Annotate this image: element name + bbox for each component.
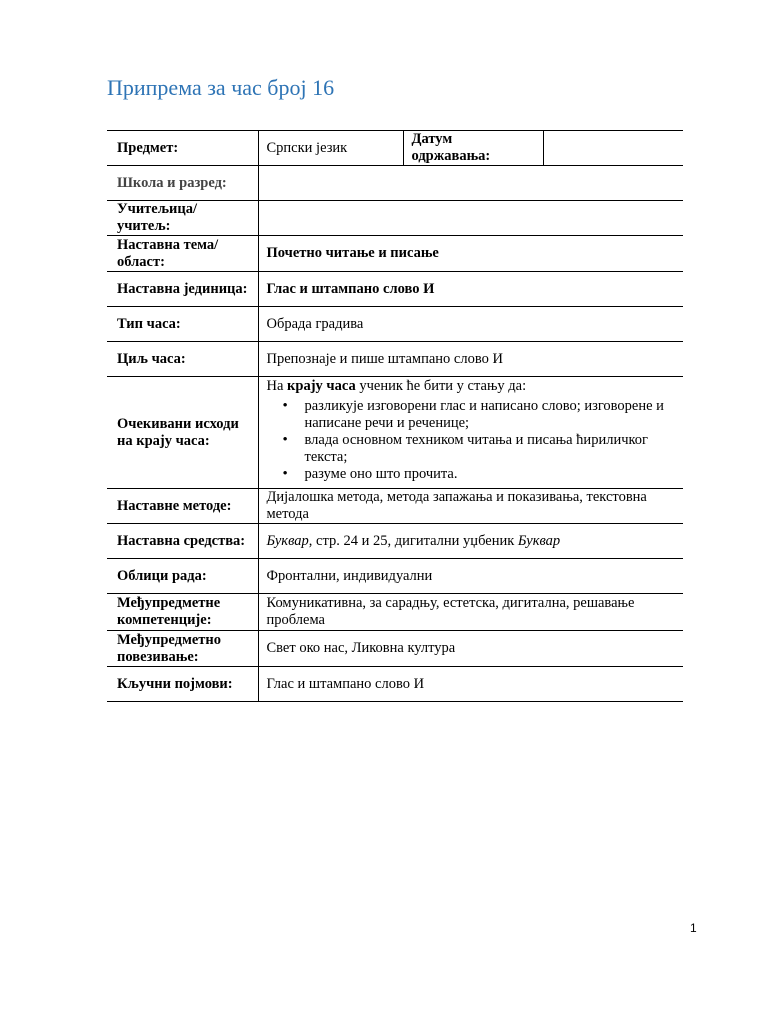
date-value [543, 131, 683, 166]
row-methods [107, 489, 683, 524]
row-keywords [107, 667, 683, 702]
school-value [258, 166, 683, 201]
keywords-label: Кључни појмови: [107, 667, 258, 702]
page-number: 1 [690, 921, 697, 935]
methods-label: Наставне методе: [107, 489, 258, 524]
outcome-item: • разуме оно што прочита. [305, 466, 676, 483]
means-label: Наставна средства: [107, 524, 258, 559]
row-subject [107, 131, 683, 166]
type-value: Обрада градива [258, 307, 683, 342]
topic-label: Наставна тема/област: [107, 236, 258, 272]
row-means [107, 524, 683, 559]
type-label: Тип часа: [107, 307, 258, 342]
row-goal [107, 342, 683, 377]
competences-label: Међупредметне компетенције: [107, 594, 258, 631]
teacher-label: Учитељица/учитељ: [107, 201, 258, 236]
subject-label: Предмет: [107, 131, 258, 166]
row-correlation [107, 631, 683, 667]
subject-value: Српски језик [258, 131, 403, 166]
outcome-item: • влада основном техником читања и писања ћириличког текста; [305, 432, 676, 466]
correlation-label: Међупредметно повезивање: [107, 631, 258, 667]
row-competences [107, 594, 683, 631]
keywords-value: Глас и штампано слово И [258, 667, 683, 702]
competences-value: Комуникативна, за сарадњу, естетска, дигитална, решавање проблема [258, 594, 683, 631]
unit-label: Наставна јединица: [107, 272, 258, 307]
means-value: Буквар, стр. 24 и 25, дигитални уџбеник Буквар [258, 524, 683, 559]
row-school [107, 166, 683, 201]
goal-label: Циљ часа: [107, 342, 258, 377]
row-outcomes [107, 377, 683, 489]
methods-value: Дијалошка метода, метода запажања и показивања, текстовна метода [258, 489, 683, 524]
outcome-item: • разликује изговорени глас и написано слово; изговорене и написане речи и реченице; [305, 398, 676, 432]
outcomes-value [258, 377, 683, 489]
school-label: Школа и разред: [107, 166, 258, 201]
forms-label: Облици рада: [107, 559, 258, 594]
row-unit [107, 272, 683, 307]
teacher-value [258, 201, 683, 236]
row-teacher [107, 201, 683, 236]
forms-value: Фронтални, индивидуални [258, 559, 683, 594]
outcomes-list [267, 398, 676, 483]
date-label: Датум одржавања: [403, 131, 543, 166]
goal-value: Препознаје и пише штампано слово И [258, 342, 683, 377]
correlation-value: Свет око нас, Ликовна култура [258, 631, 683, 667]
page-title: Припрема за час број 16 [107, 75, 335, 100]
row-type [107, 307, 683, 342]
unit-value: Глас и штампано слово И [258, 272, 683, 307]
row-topic [107, 236, 683, 272]
row-forms [107, 559, 683, 594]
outcomes-intro: На крају часа ученик ће бити у стању да: [266, 378, 527, 394]
lesson-plan-table [107, 130, 683, 702]
outcomes-label: Очекивани исходи на крају часа: [107, 377, 258, 489]
topic-value: Почетно читање и писање [258, 236, 683, 272]
